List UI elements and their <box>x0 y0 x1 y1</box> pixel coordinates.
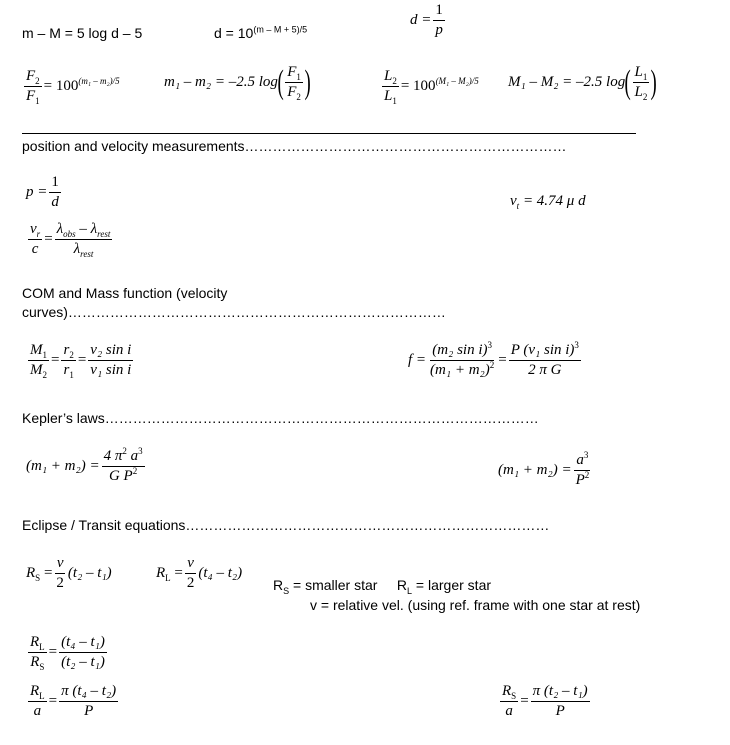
lum-num: L <box>384 68 393 84</box>
rs-lhs: R <box>26 565 36 581</box>
kepler-solar-num: a <box>576 452 584 468</box>
flux-ratio-equation: $\frac{F_2}{F_1}$ = 100 $^{(m_1 - m_2)/5}$ <box>26 68 120 106</box>
mass-function-den-sup: 2 <box>489 360 495 370</box>
legend-rl-text: = larger star <box>412 577 492 593</box>
rl-over-a-lhs-num: R <box>30 683 40 699</box>
rs-over-a-rhs-num: π (t₂ – t₁) <box>531 683 590 702</box>
tangential-velocity-rhs: = 4.74 μ d <box>522 193 586 209</box>
rl-over-a-rhs-num: π (t₄ – t₂) <box>59 683 118 702</box>
mass-ratio-num: M <box>30 342 43 358</box>
doppler-rhs-rest-sub: rest <box>97 229 111 239</box>
tangential-velocity-v: v <box>510 193 517 209</box>
lum-num-sub: 2 <box>392 76 397 86</box>
radius-time-rhs-fraction <box>59 634 107 671</box>
doppler-rhs-fraction <box>55 221 113 258</box>
mass-ratio-fraction <box>28 342 49 379</box>
mass-function-num: (m₂ sin i) <box>432 342 488 358</box>
eclipse-legend-stars <box>273 577 492 596</box>
rl-fraction <box>185 555 197 592</box>
rl-num: v <box>185 555 196 574</box>
mass-ratio-num-sub: 1 <box>42 350 47 360</box>
tangential-velocity-sub: t <box>516 201 520 211</box>
distance-equation <box>214 25 307 41</box>
parallax-distance-num: 1 <box>433 2 445 21</box>
kepler-solar-num-sup: 3 <box>583 450 589 460</box>
doppler-lhs-num: v <box>30 221 37 237</box>
radius-ratio-time-equation: $\frac{R_L}{R_S}$ = $\frac{\text{(t₄ – t₁)}}{\text{(t₂ – t₁)}}$ <box>30 634 105 672</box>
mass-ratio-den-sub: 2 <box>42 370 47 380</box>
rl-equation: R $_L$ = $\frac{v}{2}$ (t₄ – t₂) <box>156 555 243 591</box>
legend-rl-sub: L <box>407 585 413 596</box>
kepler-solar-den: P <box>575 472 585 488</box>
rs-over-a-rhs-fraction <box>531 683 590 720</box>
kepler-general-lhs: (m₁ + m₂) = <box>26 458 100 474</box>
flux-num: F <box>26 68 36 84</box>
rs-over-a-equation: $\frac{R_S}{a}$ = $\frac{\text{π (t₂ – t₁)}}{P}$ <box>502 683 588 719</box>
rs-over-a-lhs-num-sub: S <box>511 691 517 701</box>
doppler-lhs-fraction <box>28 221 42 258</box>
rl-over-a-rhs-fraction <box>59 683 118 720</box>
kepler-general-fraction <box>102 448 145 485</box>
radius-time-lhs-num-sub: L <box>39 642 45 652</box>
parallax-distance-fraction <box>433 2 445 39</box>
rs-num: v <box>55 555 66 574</box>
flux-den-sub: 1 <box>35 96 40 106</box>
rl-over-a-rhs-den: P <box>84 703 94 719</box>
rs-rhs: (t₂ – t₁) <box>67 565 112 581</box>
mass-function-rhs-num: P (v₁ sin i) <box>510 342 575 358</box>
section-com-mass-line1: COM and Mass function (velocity <box>22 285 228 301</box>
radius-ratio-num-sub: 2 <box>69 350 74 360</box>
kepler-general-num-a: a <box>126 448 139 464</box>
legend-rl: R <box>396 577 408 593</box>
mass-function-lhs: f = <box>408 352 427 368</box>
magnitude-difference-equation: m₁ – m₂ = –2.5 log ( $\frac{F_1}{F_2}$ ) <box>164 63 311 102</box>
absolute-magnitude-difference-equation: M₁ – M₂ = –2.5 log ( $\frac{L_1}{L_2}$ ) <box>508 63 658 102</box>
abs-mag-num: L <box>634 64 643 80</box>
rs-over-a-rhs-den: P <box>555 703 565 719</box>
radius-time-lhs-den-sub: S <box>39 662 45 672</box>
velocity-ratio-fraction <box>88 342 133 379</box>
luminosity-ratio-fraction <box>382 68 399 105</box>
doppler-lhs-den: c <box>31 241 39 257</box>
flux-den: F <box>26 88 36 104</box>
mass-ratio-den: M <box>30 362 43 378</box>
radius-ratio-num: r <box>63 342 70 358</box>
rl-lhs: R <box>156 565 166 581</box>
rs-over-a-lhs-fraction <box>500 683 518 720</box>
mass-function-rhs-num-sup: 3 <box>574 340 579 350</box>
abs-mag-den-sub: 2 <box>642 92 648 102</box>
rl-over-a-lhs-fraction <box>28 683 47 720</box>
magnitude-difference-lhs: m₁ – m₂ = –2.5 log <box>164 74 278 90</box>
distance-equation-exponent: (m – M + 5)/5 <box>253 24 308 35</box>
section-position-velocity: position and velocity measurements…………………………………………………………… <box>22 138 567 154</box>
rl-rhs: (t₄ – t₂) <box>198 565 243 581</box>
kepler-solar-lhs: (m₁ + m₂) = <box>498 462 572 478</box>
radius-time-rhs-num: (t₄ – t₁) <box>59 634 107 653</box>
rl-den: 2 <box>186 575 195 591</box>
section-com-mass-line2: curves)……………………………………………………………………… <box>22 304 446 320</box>
mass-function-rhs-fraction <box>509 342 581 379</box>
legend-rs-sub: S <box>283 585 290 596</box>
kepler-solar-equation <box>498 452 593 489</box>
abs-mag-num-sub: 1 <box>642 72 648 82</box>
radius-time-lhs-fraction <box>28 634 47 671</box>
rs-over-a-lhs-den: a <box>505 703 513 719</box>
kepler-general-num-sup2: 3 <box>138 446 143 456</box>
doppler-rhs-obs-sub: obs <box>63 229 76 239</box>
doppler-rhs-minus-lambda: – λ <box>75 221 98 237</box>
radius-ratio-fraction <box>61 342 75 379</box>
doppler-rhs-den: λ <box>73 241 81 257</box>
distance-modulus-equation: m – M = 5 log d – 5 <box>22 25 143 41</box>
doppler-rhs-den-sub: rest <box>80 249 94 259</box>
magnitude-difference-fraction <box>285 64 303 101</box>
lum-den-sub: 1 <box>392 96 397 106</box>
mass-function-den: (m₁ + m₂) <box>430 362 490 378</box>
parallax-distance-den: p <box>435 22 443 38</box>
rs-equation: R $_S$ = $\frac{v}{2}$ (t₂ – t₁) <box>26 555 112 591</box>
kepler-general-den-sup: 2 <box>132 466 138 476</box>
radius-ratio-den: r <box>63 362 70 378</box>
mass-function-num-sup: 3 <box>487 340 493 350</box>
rs-over-a-lhs-num: R <box>502 683 512 699</box>
lum-den: L <box>384 88 393 104</box>
kepler-general-num-sup1: 2 <box>122 446 127 456</box>
parallax-den: d <box>51 194 59 210</box>
rl-over-a-equation: $\frac{R_L}{a}$ = $\frac{\text{π (t₄ – t₂)}}{P}$ <box>30 683 117 719</box>
velocity-ratio-num: v₂ sin i <box>88 342 133 361</box>
luminosity-ratio-equation: $\frac{L_2}{L_1}$ = 100 $^{(M_1 - M_2)/5}$ <box>384 68 479 106</box>
parallax-num: 1 <box>49 174 61 193</box>
mag-diff-den: F <box>287 84 297 100</box>
kepler-solar-fraction <box>574 452 592 489</box>
section-eclipse: Eclipse / Transit equations…………………………………………………………………… <box>22 517 550 533</box>
parallax-distance-lhs: d = <box>410 12 432 28</box>
absolute-magnitude-difference-lhs: M₁ – M₂ = –2.5 log <box>508 74 626 90</box>
kepler-solar-den-sup: 2 <box>584 470 590 480</box>
parallax-lhs: p = <box>26 184 48 200</box>
section-kepler: Kepler’s laws………………………………………………………………………………… <box>22 410 539 426</box>
doppler-lhs-num-sub: r <box>36 229 41 239</box>
velocity-ratio-den: v₁ sin i <box>90 362 132 378</box>
abs-mag-den: L <box>634 84 643 100</box>
flux-ratio-rhs: = 100 <box>43 78 79 94</box>
mag-diff-den-sub: 2 <box>296 92 301 102</box>
legend-rs-text: = smaller star <box>289 577 378 593</box>
tangential-velocity-equation <box>510 193 586 210</box>
parallax-equation <box>26 174 63 211</box>
flux-ratio-fraction <box>24 68 42 105</box>
mag-diff-num: F <box>287 64 297 80</box>
distance-equation-base: d = 10 <box>214 25 254 41</box>
com-ratio-equation: $\frac{M_1}{M_2}$ = $\frac{r_2}{r_1}$ = $\frac{\text{v₂ sin i}}{\text{v₁ sin i}}$ <box>30 342 132 380</box>
radius-time-lhs-den: R <box>30 654 40 670</box>
eclipse-legend-velocity: v = relative vel. (using ref. frame with one star at rest) <box>310 597 641 613</box>
radius-time-rhs-den: (t₂ – t₁) <box>61 654 105 670</box>
luminosity-ratio-rhs: = 100 <box>400 78 436 94</box>
mass-function-equation: f = $\frac{(m_2 \sin i)^3}{(m_1 + m_2)^2}$ = $\frac{P (v_1 \sin i)^3}{\text{2 π G}}$ <box>408 340 579 378</box>
kepler-general-den: G P <box>108 468 133 484</box>
mag-diff-num-sub: 1 <box>296 72 301 82</box>
radius-time-lhs-num: R <box>30 634 40 650</box>
rl-over-a-lhs-num-sub: L <box>39 691 45 701</box>
doppler-rhs-lambda-obs: λ <box>56 221 64 237</box>
parallax-fraction <box>49 174 61 211</box>
legend-rs: R <box>273 577 284 593</box>
radius-ratio-den-sub: 1 <box>69 370 74 380</box>
kepler-general-equation <box>26 448 147 485</box>
absolute-magnitude-difference-fraction <box>633 64 650 101</box>
rs-fraction <box>54 555 66 592</box>
rl-over-a-lhs-den: a <box>33 703 42 719</box>
kepler-general-num: 4 π <box>103 448 123 464</box>
mass-function-rhs-den: 2 π G <box>528 362 562 378</box>
parallax-distance-equation <box>410 2 447 39</box>
flux-num-sub: 2 <box>35 76 40 86</box>
doppler-equation: $\frac{v_r}{c}$ = $\frac{\lambda_{obs} - \lambda_{rest}}{\lambda_{rest}}$ <box>30 221 111 259</box>
mass-function-fraction <box>428 342 496 379</box>
divider-rule <box>22 133 636 134</box>
rs-den: 2 <box>56 575 64 591</box>
